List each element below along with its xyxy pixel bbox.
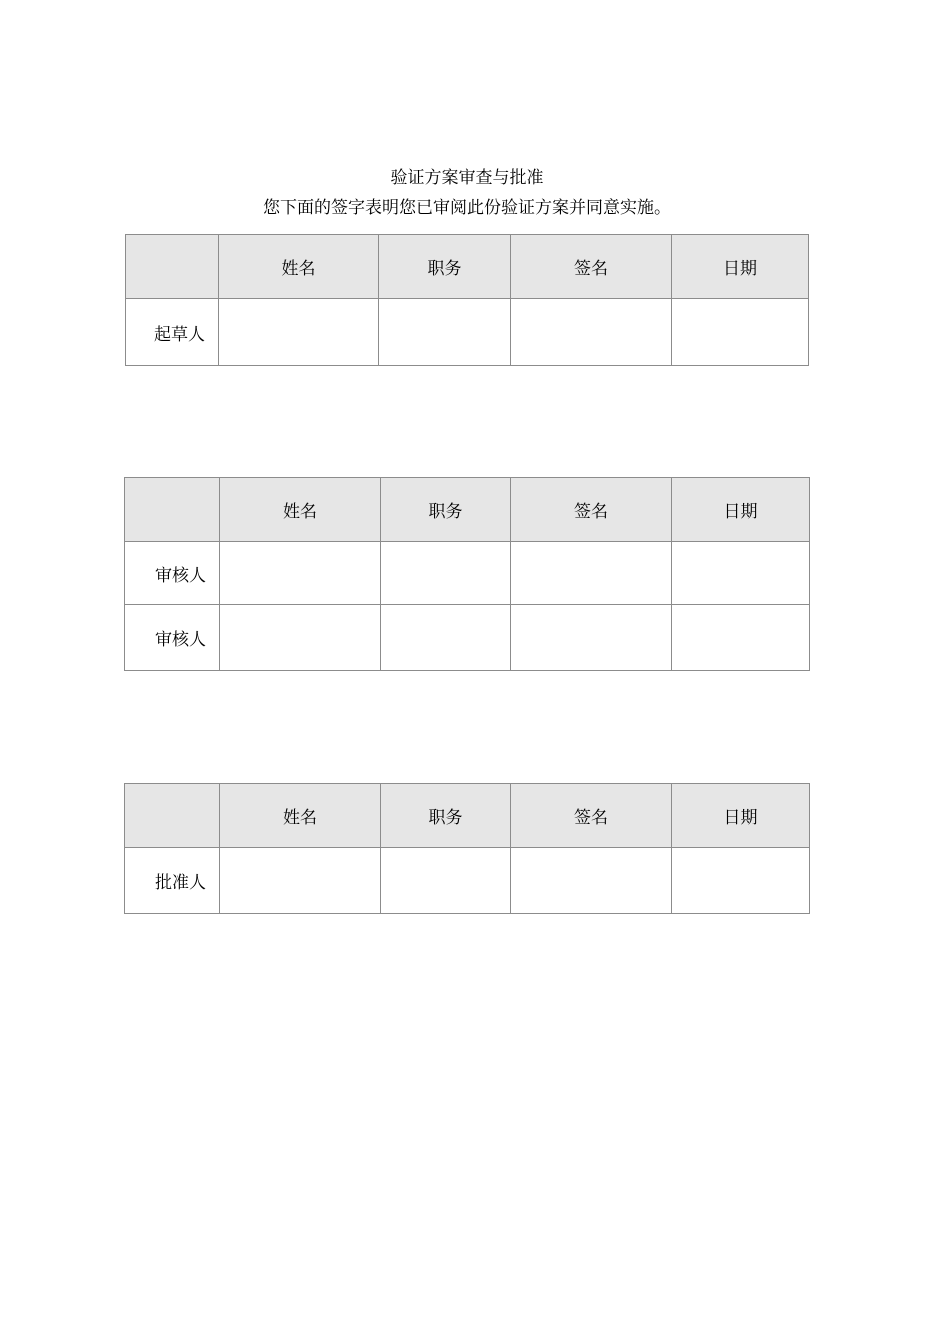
date-cell[interactable] xyxy=(672,299,809,366)
table-header-row xyxy=(125,784,810,848)
role-label: 审核人 xyxy=(125,542,220,605)
reviewer-table xyxy=(124,477,810,671)
table-header-row xyxy=(125,478,810,542)
header-position: 职务 xyxy=(381,784,511,848)
position-cell[interactable] xyxy=(381,605,511,671)
header-signature: 签名 xyxy=(511,784,672,848)
header-name: 姓名 xyxy=(220,784,381,848)
date-cell[interactable] xyxy=(672,848,810,914)
header-signature: 签名 xyxy=(511,478,672,542)
header-position: 职务 xyxy=(379,235,511,299)
name-cell[interactable] xyxy=(220,542,381,605)
header-blank-cell xyxy=(125,784,220,848)
position-cell[interactable] xyxy=(381,542,511,605)
role-label: 批准人 xyxy=(125,848,220,914)
name-cell[interactable] xyxy=(219,299,379,366)
header-signature: 签名 xyxy=(511,235,672,299)
signature-cell[interactable] xyxy=(511,542,672,605)
approver-table xyxy=(124,783,810,914)
table-header-row xyxy=(126,235,809,299)
header-position: 职务 xyxy=(381,478,511,542)
header-blank-cell xyxy=(125,478,220,542)
document-subtitle: 您下面的签字表明您已审阅此份验证方案并同意实施。 xyxy=(263,198,671,218)
header-blank-cell xyxy=(126,235,219,299)
date-cell[interactable] xyxy=(672,605,810,671)
signature-cell[interactable] xyxy=(511,605,672,671)
role-label: 审核人 xyxy=(125,605,220,671)
header-date: 日期 xyxy=(672,478,810,542)
name-cell[interactable] xyxy=(220,605,381,671)
table-row xyxy=(126,299,809,366)
table-row xyxy=(125,542,810,605)
table-row xyxy=(125,605,810,671)
position-cell[interactable] xyxy=(379,299,511,366)
position-cell[interactable] xyxy=(381,848,511,914)
document-title: 验证方案审查与批准 xyxy=(390,168,544,188)
signature-cell[interactable] xyxy=(511,848,672,914)
date-cell[interactable] xyxy=(672,542,810,605)
role-label: 起草人 xyxy=(126,299,219,366)
name-cell[interactable] xyxy=(220,848,381,914)
drafter-table xyxy=(125,234,809,366)
table-row xyxy=(125,848,810,914)
header-name: 姓名 xyxy=(220,478,381,542)
header-name: 姓名 xyxy=(219,235,379,299)
signature-cell[interactable] xyxy=(511,299,672,366)
header-date: 日期 xyxy=(672,784,810,848)
header-date: 日期 xyxy=(672,235,809,299)
